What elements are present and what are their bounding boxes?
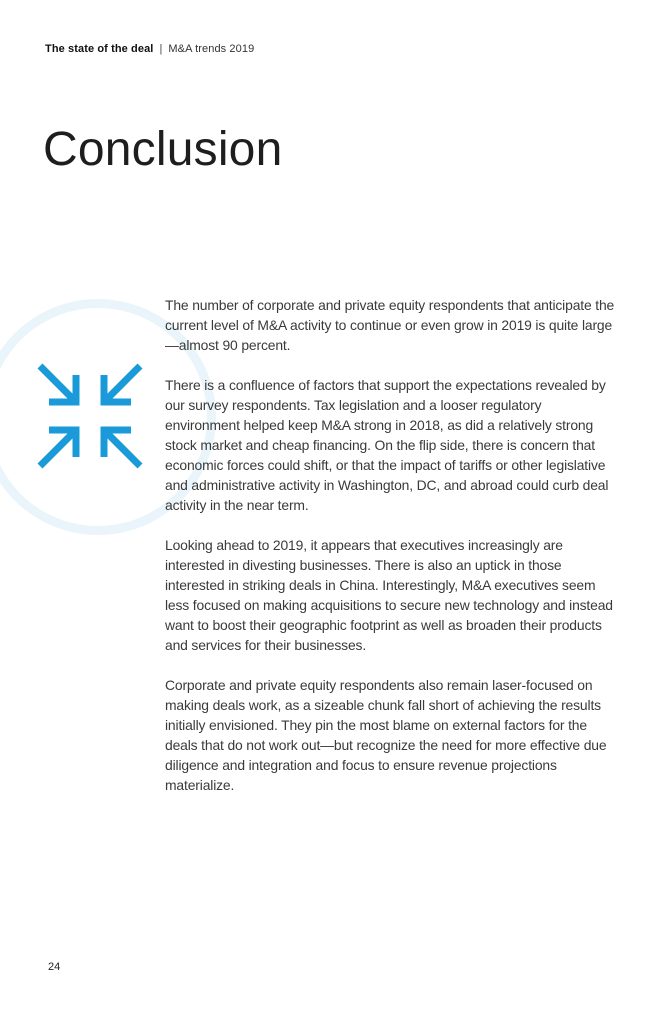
paragraph-2: There is a confluence of factors that support the expectations revealed by our survey respondents. Tax legislation and a looser regulatory environment helped keep M&A strong in 2018, as did a relatively strong stock market and cheap financing. On the flip side, there is concern that economic forces could shift, or that the impact of tariffs or other legislative and administrative activity in Washington, DC, and abroad could curb deal activity in the near term. bbox=[165, 377, 609, 513]
arrow-bottom-left-icon bbox=[40, 430, 76, 466]
document-title: The state of the deal bbox=[45, 43, 154, 55]
paragraph-4: Corporate and private equity respondents also remain laser-focused on making deals work, as a sizeable chunk fall short of achieving the results initially envisioned. They pin the most blame on external factors for the deals that do not work out—but recognize the need for more effective due diligence and integration and focus to ensure revenue projections materialize. bbox=[165, 677, 607, 793]
document-subtitle: M&A trends 2019 bbox=[168, 43, 255, 55]
paragraph-3: Looking ahead to 2019, it appears that executives increasingly are interested in divesting businesses. There is also an uptick in those interested in striking deals in China. Interestingly, M&A executives seem less focused on making acquisitions to secure new technology and instead want to boost their geographic footprint as well as broaden their products and services for their businesses. bbox=[165, 537, 613, 653]
header-separator: | bbox=[159, 43, 163, 55]
arrow-bottom-right-icon bbox=[104, 430, 140, 466]
page-title: Conclusion bbox=[43, 123, 283, 176]
compress-arrows-icon bbox=[36, 362, 144, 470]
arrow-top-left-icon bbox=[40, 366, 76, 402]
body-text bbox=[165, 295, 617, 815]
arrow-top-right-icon bbox=[104, 366, 140, 402]
paragraph-1: The number of corporate and private equity respondents that anticipate the current level of M&A activity to continue or even grow in 2019 is quite large—almost 90 percent. bbox=[165, 297, 615, 353]
running-header bbox=[45, 43, 254, 55]
page-number: 24 bbox=[48, 961, 61, 973]
